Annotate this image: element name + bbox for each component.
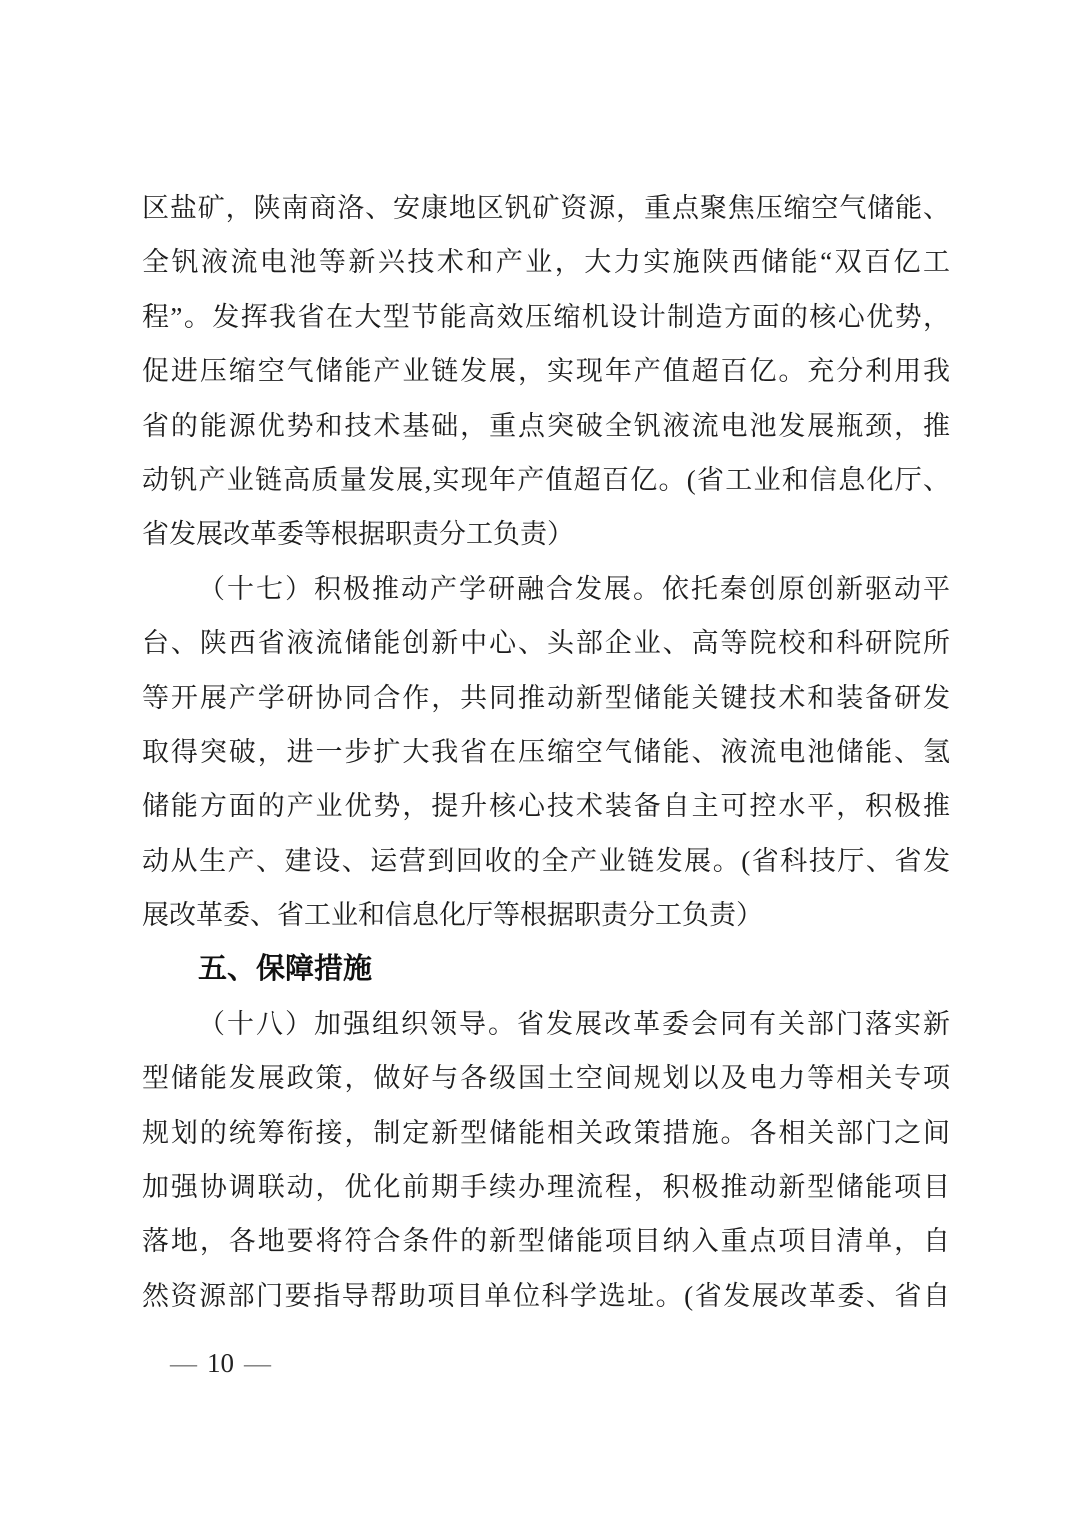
body-line: 规划的统筹衔接，制定新型储能相关政策措施。各相关部门之间 <box>142 1117 950 1148</box>
body-line: 促进压缩空气储能产业链发展，实现年产值超百亿。充分利用我 <box>142 356 950 387</box>
body-line: 然资源部门要指导帮助项目单位科学选址。(省发展改革委、省自 <box>142 1280 950 1311</box>
body-line: 台、陕西省液流储能创新中心、头部企业、高等院校和科研院所 <box>142 628 950 659</box>
body-line: 取得突破，进一步扩大我省在压缩空气储能、液流电池储能、氢 <box>142 736 950 767</box>
body-line: 储能方面的产业优势，提升核心技术装备自主可控水平，积极推 <box>142 791 950 822</box>
footer-dash-left: — <box>170 1348 197 1378</box>
footer-dash-right: — <box>244 1348 271 1378</box>
body-line: 展改革委、省工业和信息化厅等根据职责分工负责） <box>142 900 763 931</box>
body-line: （十七）积极推动产学研融合发展。依托秦创原创新驱动平 <box>198 573 950 604</box>
body-line: 省的能源优势和技术基础，重点突破全钒液流电池发展瓶颈，推 <box>142 410 950 441</box>
body-line: 落地，各地要将符合条件的新型储能项目纳入重点项目清单，自 <box>142 1226 950 1257</box>
body-line: 动钒产业链高质量发展,实现年产值超百亿。(省工业和信息化厅、 <box>142 464 950 495</box>
body-line: 程”。发挥我省在大型节能高效压缩机设计制造方面的核心优势， <box>142 301 950 332</box>
page-number: 10 <box>207 1348 234 1378</box>
body-line: 等开展产学研协同合作，共同推动新型储能关键技术和装备研发 <box>142 682 950 713</box>
page-footer <box>170 1348 271 1378</box>
body-line: 型储能发展政策，做好与各级国土空间规划以及电力等相关专项 <box>142 1063 950 1094</box>
body-line: 动从生产、建设、运营到回收的全产业链发展。(省科技厅、省发 <box>142 845 950 876</box>
body-line: 区盐矿，陕南商洛、安康地区钒矿资源，重点聚焦压缩空气储能、 <box>142 193 950 223</box>
section-heading: 五、保障措施 <box>198 953 373 986</box>
body-line: 省发展改革委等根据职责分工负责） <box>142 519 574 550</box>
body-line: 全钒液流电池等新兴技术和产业，大力实施陕西储能“双百亿工 <box>142 247 950 278</box>
text-block <box>142 181 950 1323</box>
body-line: 加强协调联动，优化前期手续办理流程，积极推动新型储能项目 <box>142 1172 950 1203</box>
body-line: （十八）加强组织领导。省发展改革委会同有关部门落实新 <box>198 1008 950 1039</box>
